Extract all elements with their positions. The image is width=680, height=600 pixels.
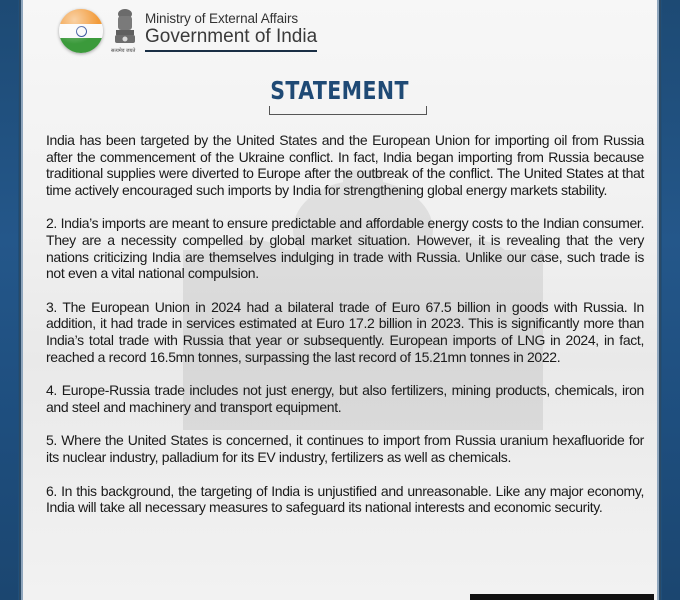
title-block bbox=[23, 76, 657, 105]
bottom-black-bar bbox=[470, 594, 654, 600]
emblem-motto: सत्यमेव जयते bbox=[111, 48, 136, 54]
government-name: Government of India bbox=[145, 25, 318, 47]
national-emblem-icon bbox=[111, 8, 139, 54]
paragraph-3: 3. The European Union in 2024 had a bilateral trade of Euro 67.5 billion in goods with Russia. In addition, it had trade in services estimated at Euro 17.2 billion in 2023. This is significantly more than India’s total trade with Russia that year or subsequently. European imports of LNG in 2024, in fact, reached a record 16.5mn tonnes, surpassing the last record of 15.21mn tonnes in 2022. bbox=[46, 298, 644, 365]
left-border-strip bbox=[0, 0, 18, 600]
brand-underline bbox=[145, 50, 317, 52]
page-title: STATEMENT bbox=[270, 76, 410, 105]
ministry-name: Ministry of External Affairs bbox=[145, 10, 299, 26]
title-underline-bracket bbox=[269, 106, 427, 115]
india-flag-icon bbox=[59, 9, 103, 53]
paragraph-5: 5. Where the United States is concerned, it continues to import from Russia uranium hexafluoride for its nuclear industry, palladium for its EV industry, fertilizers as well as chemicals. bbox=[46, 432, 644, 465]
statement-panel bbox=[21, 0, 659, 600]
ministry-header bbox=[59, 6, 317, 56]
paragraph-4: 4. Europe-Russia trade includes not just energy, but also fertilizers, mining products, chemicals, iron and steel and machinery and transport equipment. bbox=[46, 382, 644, 415]
paragraph-1: India has been targeted by the United States and the European Union for importing oil from Russia after the commencement of the Ukraine conflict. In fact, India began importing from Russia because traditional supplies were diverted to Europe after the outbreak of the conflict. The United States at that time actively encouraged such imports by India for strengthening global energy markets stability. bbox=[46, 132, 644, 198]
right-border-strip bbox=[662, 0, 680, 600]
ministry-brand bbox=[145, 11, 317, 52]
paragraph-6: 6. In this background, the targeting of India is unjustified and unreasonable. Like any major economy, India will take all necessary measures to safeguard its national interests and economic security. bbox=[46, 482, 644, 516]
paragraph-2: 2. India’s imports are meant to ensure predictable and affordable energy costs to the Indian consumer. They are a necessity compelled by global market situation. However, it is revealing that the very nations criticizing India are themselves indulging in trade with Russia. Unlike our case, such trade is not even a vital national compulsion. bbox=[46, 215, 644, 282]
statement-body bbox=[46, 132, 644, 533]
